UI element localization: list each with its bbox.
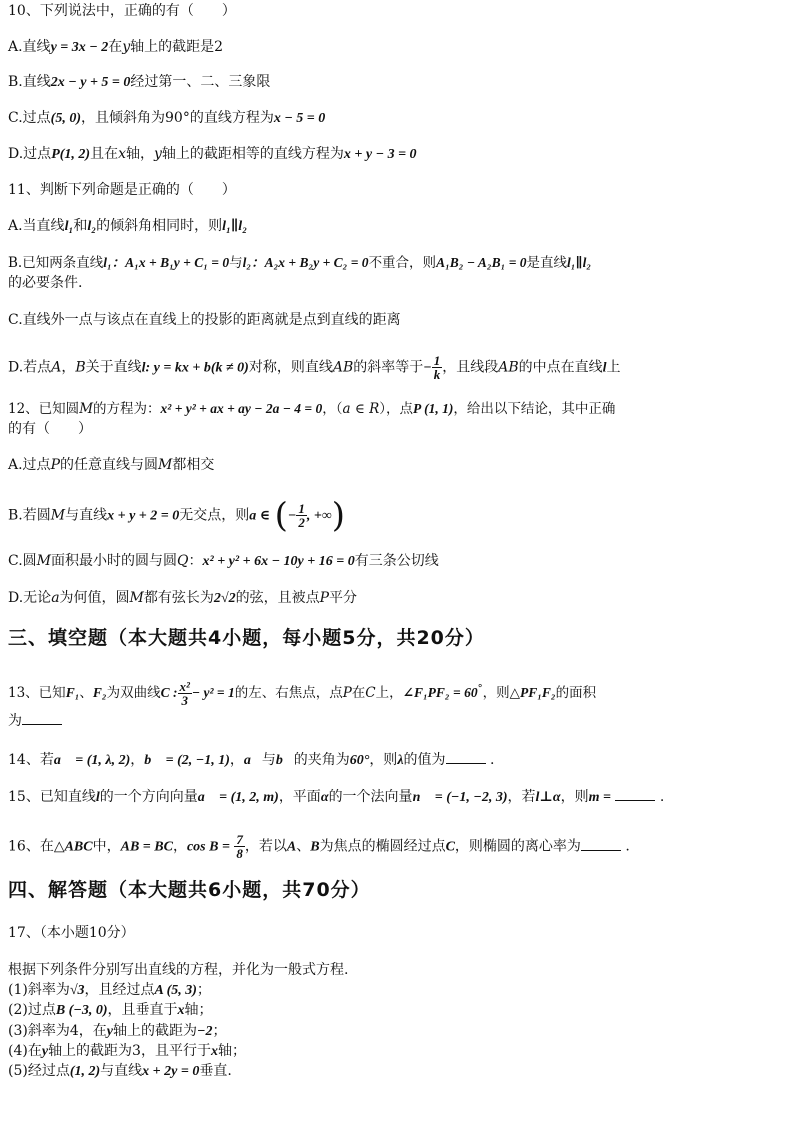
text-q13-line1-2: 、 <box>79 685 93 701</box>
fraction-x2-over-3 <box>178 680 192 707</box>
q12-stem-cont <box>8 420 786 438</box>
text-q11-d-16: 上 <box>606 359 621 376</box>
text-q12-b-9: 2 <box>298 515 305 530</box>
text-q12-stem1-5: a ∈ R <box>342 401 380 417</box>
fraction-1-over-2 <box>296 502 307 529</box>
text-q14-12: 的值为 <box>403 752 446 768</box>
text-q14-13: . <box>489 752 495 768</box>
q12-option-d <box>8 589 786 608</box>
text-q11-a-2: 和 <box>73 218 88 234</box>
text-q13-line1-10: P <box>342 685 352 701</box>
text-q10-a-3: y <box>122 39 131 55</box>
text-q10-d-4: 轴， <box>125 146 154 162</box>
fraction-1-over-k <box>432 354 443 381</box>
q10-option-d <box>8 145 786 164</box>
answer-blank <box>615 788 655 801</box>
text-q12-b-6: ( <box>274 495 288 536</box>
text-q16-15: . <box>625 838 630 855</box>
text-q12-b-0: B.若圆 <box>8 507 51 524</box>
text-q16-9: A <box>286 839 297 855</box>
text-q12-d-8: 平分 <box>329 590 357 606</box>
text-q12-stem1-0: 12、已知圆 <box>8 401 80 417</box>
text-q11-b1-3: l₂：A₂x + B₂y + C₂ = 0 <box>242 255 369 270</box>
text-q11-b1-7: l₁∥l₂ <box>567 255 592 270</box>
text-section3: 三、填空题（本大题共4小题，每小题5分，共20分） <box>8 627 485 649</box>
text-q16-12: 为焦点的椭圆经过点 <box>319 838 446 855</box>
text-q13-line1-16: ，则△ <box>482 685 520 701</box>
text-q12-b-10: , +∞ <box>306 508 332 524</box>
text-q11-d-2: ， <box>61 359 76 376</box>
text-q12-stem1-6: ），点 <box>379 401 414 417</box>
text-q13-line1-13: 上， <box>375 685 403 701</box>
text-q15-2: 的一个方向向量 <box>99 789 198 805</box>
q12-option-c <box>8 552 786 571</box>
text-q13-line1-12: C <box>365 685 376 701</box>
q11-option-a <box>8 217 786 236</box>
text-q12-d-2: 为何值，圆 <box>59 590 130 606</box>
text-q11-d-11: k <box>433 367 441 382</box>
text-q17-p2-4: 轴； <box>184 1002 213 1018</box>
text-q16-6: 7 <box>236 832 243 847</box>
text-q15-10: ，则 <box>560 789 589 805</box>
text-q10-c-3: x − 5 = 0 <box>273 111 326 126</box>
text-q10-a-2: 在 <box>108 39 123 55</box>
text-q15-4: ，平面 <box>278 789 321 805</box>
text-q11-d-15: l <box>602 360 607 376</box>
text-q15-3: a⃗ = (1, 2, m) <box>197 790 279 805</box>
text-q13-line1-11: 在 <box>351 685 366 701</box>
text-q16-5: cos B = <box>186 839 230 855</box>
text-q13-line1-9: 的左、右焦点，点 <box>234 685 343 701</box>
text-q17-intro: 根据下列条件分别写出直线的方程，并化为一般式方程. <box>8 962 349 978</box>
text-q11-d-8: 的斜率等于 <box>353 359 424 376</box>
text-q11-b1-1: l₁：A₁x + B₁y + C₁ = 0 <box>103 255 230 270</box>
text-q17-p1-2: ，且经过点 <box>84 982 155 998</box>
text-q11-d-0: D.若点 <box>8 359 52 376</box>
text-q14-6: 与 <box>261 752 276 768</box>
text-q13-line1-8: − y² = 1 <box>191 685 235 700</box>
q17-intro <box>8 961 786 979</box>
q11-option-b-cont <box>8 274 786 292</box>
text-q15-12: . <box>659 789 665 805</box>
text-q12-b-3: x + y + 2 = 0 <box>107 508 180 524</box>
text-q10-d-3: x <box>118 146 126 162</box>
text-q17-p4-3: x <box>210 1044 218 1059</box>
text-q11-a-0: A.当直线 <box>8 218 65 234</box>
text-q12-d-0: D.无论 <box>8 590 52 606</box>
answer-blank <box>22 712 62 725</box>
text-q12-d-3: M <box>129 590 144 606</box>
text-q17-p5-3: x + 2y = 0 <box>142 1064 200 1079</box>
text-q16-11: B <box>310 839 320 855</box>
text-q11-d-6: 对称，则直线 <box>248 359 333 376</box>
text-q12-stem1-1: M <box>79 401 94 417</box>
text-q10-c-0: C.过点 <box>8 110 51 126</box>
text-q14-11: λ <box>397 753 404 768</box>
text-q11-d-3: B <box>75 359 86 376</box>
text-q10-c-1: (5, 0) <box>50 111 81 126</box>
text-q10-d-5: y <box>153 146 162 162</box>
q17-part-2 <box>8 1001 786 1020</box>
text-q15-11: m = <box>588 790 611 805</box>
text-q10-b-2: 经过第一、二、三象限 <box>130 74 271 90</box>
text-q16-7: 8 <box>236 846 243 861</box>
text-q12-b-1: M <box>50 507 66 524</box>
text-q17-p1-4: ； <box>196 982 211 998</box>
text-q17-p2-0: (2)过点 <box>8 1002 56 1018</box>
text-q11-d-12: ，且线段 <box>442 359 499 376</box>
q10-option-a <box>8 38 786 57</box>
text-q11-a-4: 的倾斜角相同时，则 <box>96 218 223 234</box>
text-q17-p5-2: 与直线 <box>100 1063 143 1079</box>
section-4-heading <box>8 878 786 902</box>
text-q11-b1-6: 是直线 <box>526 255 568 271</box>
text-q14-4: ， <box>229 752 244 768</box>
q12-option-a <box>8 456 786 474</box>
text-q12-c-6: 有三条公切线 <box>354 553 439 569</box>
q17-title <box>8 924 786 942</box>
text-q12-c-5: x² + y² + 6x − 10y + 16 = 0 <box>202 554 355 569</box>
text-q10-d-7: x + y − 3 = 0 <box>343 147 417 162</box>
text-q14-3: b⃗ = (2, −1, 1) <box>144 753 230 768</box>
text-q14-2: ， <box>130 752 145 768</box>
text-q12-stem1-7: P (1, 1) <box>413 401 454 416</box>
text-q17-p4-1: y <box>41 1044 49 1059</box>
q13-cont <box>8 712 786 730</box>
text-q17-p1-1: √3 <box>69 983 85 998</box>
text-q17-p4-2: 轴上的截距为3，且平行于 <box>48 1043 211 1059</box>
text-q13-line1-17: PF₁F₂ <box>519 685 556 700</box>
q17-part-3 <box>8 1022 786 1041</box>
text-q16-1: ABC <box>64 839 93 855</box>
text-q11-d-14: 的中点在直线 <box>518 359 603 376</box>
text-q13-line1-4: 为双曲线 <box>106 685 161 701</box>
text-q14-8: 的夹角为 <box>293 752 350 768</box>
text-q16-2: 中， <box>92 838 121 855</box>
text-q12-stem1-8: ，给出以下结论，其中正确 <box>453 401 616 417</box>
q10-option-c <box>8 109 786 128</box>
text-q17-p4-0: (4)在 <box>8 1043 42 1059</box>
text-q12-stem1-3: x² + y² + ax + ay − 2a − 4 = 0 <box>160 401 323 416</box>
text-q15-1: l <box>95 790 100 805</box>
text-q15-5: α <box>320 790 329 805</box>
text-q11-d-5: l: y = kx + b(k ≠ 0) <box>141 360 249 376</box>
text-q10-d-0: D.过点 <box>8 146 52 162</box>
text-q12-a-3: M <box>157 457 173 473</box>
text-q16-13: C <box>445 839 455 855</box>
text-q11-a-3: l₂ <box>87 219 97 234</box>
text-q10-c-2: ，且倾斜角为90°的直线方程为 <box>81 110 274 126</box>
text-q14-10: ，则 <box>369 752 398 768</box>
text-q12-d-7: P <box>319 590 329 606</box>
text-q11-c: C.直线外一点与该点在直线上的投影的距离就是点到直线的距离 <box>8 312 401 328</box>
q17-part-1 <box>8 981 786 1000</box>
text-q14-7: b⃗ <box>275 753 294 768</box>
text-q12-a-0: A.过点 <box>8 457 51 473</box>
text-q11-d-10: 1 <box>433 353 441 368</box>
q11-option-b <box>8 254 786 272</box>
text-q14-0: 14、若 <box>8 752 54 768</box>
text-q12-d-5: 2√2 <box>213 591 236 606</box>
text-q16-0: 16、在△ <box>8 838 65 855</box>
text-q12-b-7: − <box>287 508 297 524</box>
text-q17-title: 17、（本小题10分） <box>8 925 135 941</box>
text-q17-p1-3: A (5, 3) <box>154 983 197 998</box>
text-q15-0: 15、已知直线 <box>8 789 96 805</box>
text-q10-d-2: 且在 <box>90 146 119 162</box>
text-q13-line1-0: 13、已知 <box>8 685 66 701</box>
text-q10-b-0: B.直线 <box>8 74 51 90</box>
text-q14-9: 60° <box>349 753 370 768</box>
q10-stem <box>8 2 786 20</box>
text-q15-6: 的一个法向量 <box>328 789 413 805</box>
q11-stem <box>8 181 786 199</box>
text-q15-9: l⊥α <box>535 790 561 805</box>
text-q12-b-11: ) <box>331 495 346 536</box>
text-q15-7: n⃗ = (−1, −2, 3) <box>412 790 508 805</box>
text-q12-a-2: 的任意直线与圆 <box>59 457 158 473</box>
text-q10-a-1: y = 3x − 2 <box>50 40 109 55</box>
text-q12-c-4: ： <box>188 553 203 569</box>
text-q12-stem1-2: 的方程为： <box>93 401 161 417</box>
text-q17-p1-0: (1)斜率为 <box>8 982 70 998</box>
text-q10-b-1: 2x − y + 5 = 0 <box>50 75 131 90</box>
text-q10-d-1: P(1, 2) <box>51 147 91 162</box>
text-q17-p3-4: ； <box>212 1023 227 1039</box>
text-q17-p5-1: (1, 2) <box>69 1064 101 1079</box>
text-q12-c-0: C.圆 <box>8 553 37 569</box>
text-q13-line1-3: F₂ <box>92 685 107 700</box>
text-q11-d-7: AB <box>332 359 354 376</box>
text-q12-c-2: 面积最小时的圆与圆 <box>51 553 178 569</box>
text-q17-p3-0: (3)斜率为4，在 <box>8 1023 107 1039</box>
text-q11-a-1: l₁ <box>64 219 74 234</box>
text-q12-a-4: 都相交 <box>172 457 215 473</box>
text-q10-stem: 10、下列说法中，正确的有（ ） <box>8 3 236 19</box>
text-q15-8: ，若 <box>507 789 536 805</box>
text-q11-b1-0: B.已知两条直线 <box>8 255 104 271</box>
text-q12-d-1: a <box>51 590 60 606</box>
text-q12-stem2: 的有（ ） <box>8 421 92 437</box>
text-q12-c-3: Q <box>177 553 189 569</box>
text-q17-p5-0: (5)经过点 <box>8 1063 70 1079</box>
text-q12-b-8: 1 <box>298 501 305 516</box>
text-q10-d-6: 轴上的截距相等的直线方程为 <box>161 146 344 162</box>
q11-option-d <box>8 354 786 381</box>
text-q10-a-4: 轴上的截距是2 <box>130 39 224 55</box>
text-q13-line1-1: F₁ <box>65 685 80 700</box>
q13 <box>8 680 786 707</box>
text-q12-d-6: 的弦，且被点 <box>235 590 320 606</box>
text-q12-a-1: P <box>50 457 60 473</box>
text-q16-4: ， <box>172 838 187 855</box>
q15 <box>8 788 786 807</box>
text-q11-a-5: l₁∥l₂ <box>222 219 248 234</box>
text-q13-line1-7: 3 <box>181 693 188 708</box>
text-q13-line2: 为 <box>8 713 22 729</box>
q12-option-b <box>8 495 786 536</box>
text-q17-p4-4: 轴； <box>217 1043 246 1059</box>
text-q12-c-1: M <box>36 553 52 569</box>
q14 <box>8 751 786 770</box>
text-q13-line1-5: C : <box>160 685 178 700</box>
text-q13-line1-14: ∠F₁PF₂ = 60 <box>402 685 478 700</box>
text-q17-p3-1: y <box>106 1024 113 1039</box>
answer-blank <box>581 838 621 851</box>
text-q11-stem: 11、判断下列命题是正确的（ ） <box>8 182 236 198</box>
answer-blank <box>446 751 486 764</box>
text-q11-b2: 的必要条件. <box>8 275 83 291</box>
text-q13-line1-15: ° <box>477 683 483 695</box>
section-3-heading <box>8 626 786 650</box>
text-q13-line1-6: x² <box>179 679 190 694</box>
text-q12-stem1-4: ，（ <box>322 401 343 417</box>
text-q16-10: 、 <box>296 838 311 855</box>
q17-part-4 <box>8 1042 786 1061</box>
fraction-7-over-8 <box>234 833 245 860</box>
text-q16-3: AB = BC <box>120 839 173 855</box>
text-q17-p5-4: 垂直. <box>199 1063 232 1079</box>
text-q11-b1-2: 与 <box>229 255 243 271</box>
q10-option-b <box>8 73 786 92</box>
text-q17-p2-2: ，且垂直于 <box>107 1002 178 1018</box>
text-q14-1: a⃗ = (1, λ, 2) <box>53 753 131 768</box>
q11-option-c <box>8 311 786 329</box>
q12-stem <box>8 400 786 418</box>
text-q13-line1-18: 的面积 <box>555 685 597 701</box>
text-q12-b-5: a ∈ <box>249 508 271 524</box>
text-q12-b-2: 与直线 <box>65 507 108 524</box>
text-q12-d-4: 都有弦长为 <box>143 590 214 606</box>
text-q16-14: ，则椭圆的离心率为 <box>454 838 581 855</box>
text-section4: 四、解答题（本大题共6小题，共70分） <box>8 879 371 901</box>
text-q11-d-4: 关于直线 <box>85 359 142 376</box>
text-q17-p2-3: x <box>177 1003 185 1018</box>
text-q11-d-1: A <box>51 359 62 376</box>
text-q17-p3-2: 轴上的截距为 <box>112 1023 197 1039</box>
text-q11-d-9: − <box>423 360 432 376</box>
text-q11-b1-5: A₁B₂ − A₂B₁ = 0 <box>436 255 527 270</box>
text-q10-a-0: A.直线 <box>8 39 51 55</box>
q17-part-5 <box>8 1062 786 1081</box>
q16 <box>8 833 786 860</box>
text-q12-b-4: 无交点，则 <box>179 507 250 524</box>
text-q16-8: ，若以 <box>244 838 287 855</box>
text-q11-d-13: AB <box>498 359 519 376</box>
text-q14-5: a⃗ <box>243 753 262 768</box>
text-q11-b1-4: 不重合，则 <box>368 255 437 271</box>
text-q17-p2-1: B (−3, 0) <box>55 1003 108 1018</box>
text-q17-p3-3: −2 <box>196 1024 213 1039</box>
